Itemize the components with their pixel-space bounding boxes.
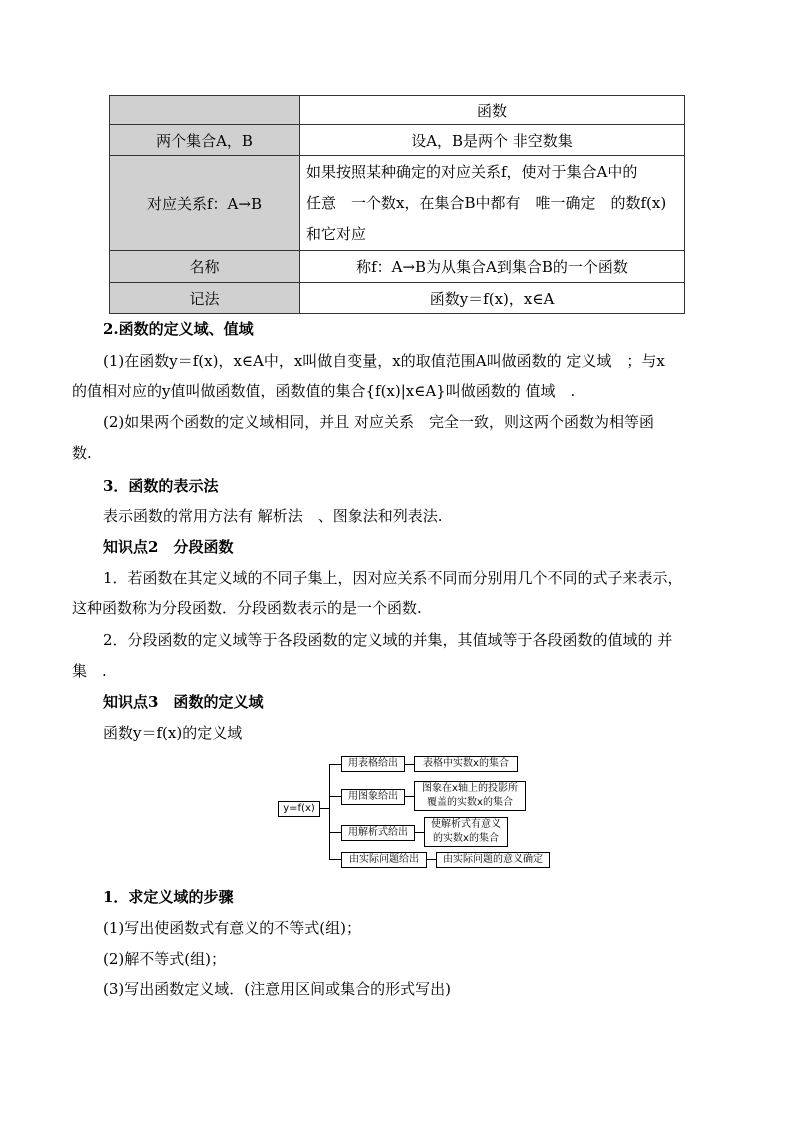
connector xyxy=(404,796,414,797)
knowledge-point-2-heading: 知识点2 分段函数 xyxy=(103,538,234,556)
section-heading-domain-range: 2.函数的定义域、值域 xyxy=(103,320,254,338)
connector xyxy=(329,764,341,765)
table-corner xyxy=(110,96,300,125)
mapping-line: 任意 一个数x，在集合B中都有 唯一确定 的数f(x) xyxy=(306,193,667,212)
mapping-line: 如果按照某种确定的对应关系f，使对于集合A中的 xyxy=(306,162,638,181)
knowledge-point-3-heading: 知识点3 函数的定义域 xyxy=(103,693,264,711)
connector xyxy=(319,808,329,809)
section-heading-representation: 3．函数的表示法 xyxy=(103,477,219,495)
row-value-notation: 函数y＝f(x)，x∈A xyxy=(300,283,685,314)
result-box xyxy=(424,817,508,847)
row-value-name: 称f：A→B为从集合A到集合B的一个函数 xyxy=(300,251,685,283)
result-line: 覆盖的实数x的集合 xyxy=(427,797,513,808)
result-box: 表格中实数x的集合 xyxy=(414,756,518,772)
connector xyxy=(329,832,341,833)
mapping-line: 和它对应 xyxy=(306,224,367,243)
connector xyxy=(404,764,414,765)
method-box: 用表格给出 xyxy=(341,756,405,772)
row-label-sets: 两个集合A，B xyxy=(110,125,300,156)
row-value-sets: 设A，B是两个 非空数集 xyxy=(300,125,685,156)
connector xyxy=(329,764,330,860)
row-label-mapping: 对应关系f：A→B xyxy=(110,156,300,251)
result-line: 使解析式有意义 xyxy=(431,819,501,830)
steps-heading: 1．求定义域的步骤 xyxy=(103,888,234,906)
row-value-mapping xyxy=(300,156,685,251)
paragraph-line: 的值相对应的y值叫做函数值，函数值的集合{f(x)|x∈A}叫做函数的 值域 . xyxy=(72,382,576,400)
paragraph-line: 1．若函数在其定义域的不同子集上，因对应关系不同而分别用几个不同的式子来表示， xyxy=(103,569,683,587)
paragraph-line: 这种函数称为分段函数．分段函数表示的是一个函数. xyxy=(72,599,422,617)
connector xyxy=(329,859,341,860)
step-item: (3)写出函数定义域．(注意用区间或集合的形式写出) xyxy=(103,980,451,998)
step-item: (1)写出使函数式有意义的不等式(组)； xyxy=(103,919,361,937)
paragraph-line: 数. xyxy=(72,444,92,462)
method-box: 由实际问题给出 xyxy=(341,852,427,868)
connector xyxy=(426,859,436,860)
row-label-notation: 记法 xyxy=(110,283,300,314)
result-box xyxy=(414,781,526,811)
connector xyxy=(414,832,424,833)
result-box: 由实际问题的意义确定 xyxy=(436,852,550,868)
row-label-name: 名称 xyxy=(110,251,300,283)
paragraph-line: 函数y＝f(x)的定义域 xyxy=(103,724,243,742)
result-line: 图象在x轴上的投影所 xyxy=(422,783,518,794)
paragraph-line: (2)如果两个函数的定义域相同，并且 对应关系 完全一致，则这两个函数为相等函 xyxy=(103,413,655,431)
result-line: 的实数x的集合 xyxy=(433,833,499,844)
paragraph-line: (1)在函数y＝f(x)，x∈A中，x叫做自变量，x的取值范围A叫做函数的 定义域 ；与x xyxy=(103,352,665,370)
method-box: 用解析式给出 xyxy=(341,825,415,841)
function-definition-table xyxy=(109,95,685,314)
method-box: 用图象给出 xyxy=(341,789,405,805)
connector xyxy=(329,796,341,797)
table-header: 函数 xyxy=(300,96,685,125)
paragraph-line: 集 . xyxy=(72,662,107,680)
paragraph-line: 表示函数的常用方法有 解析法 、图象法和列表法. xyxy=(103,507,443,525)
paragraph-line: 2．分段函数的定义域等于各段函数的定义域的并集，其值域等于各段函数的值域的 并 xyxy=(103,631,673,649)
diagram-root: y=f(x) xyxy=(278,801,320,817)
step-item: (2)解不等式(组)； xyxy=(103,950,226,968)
